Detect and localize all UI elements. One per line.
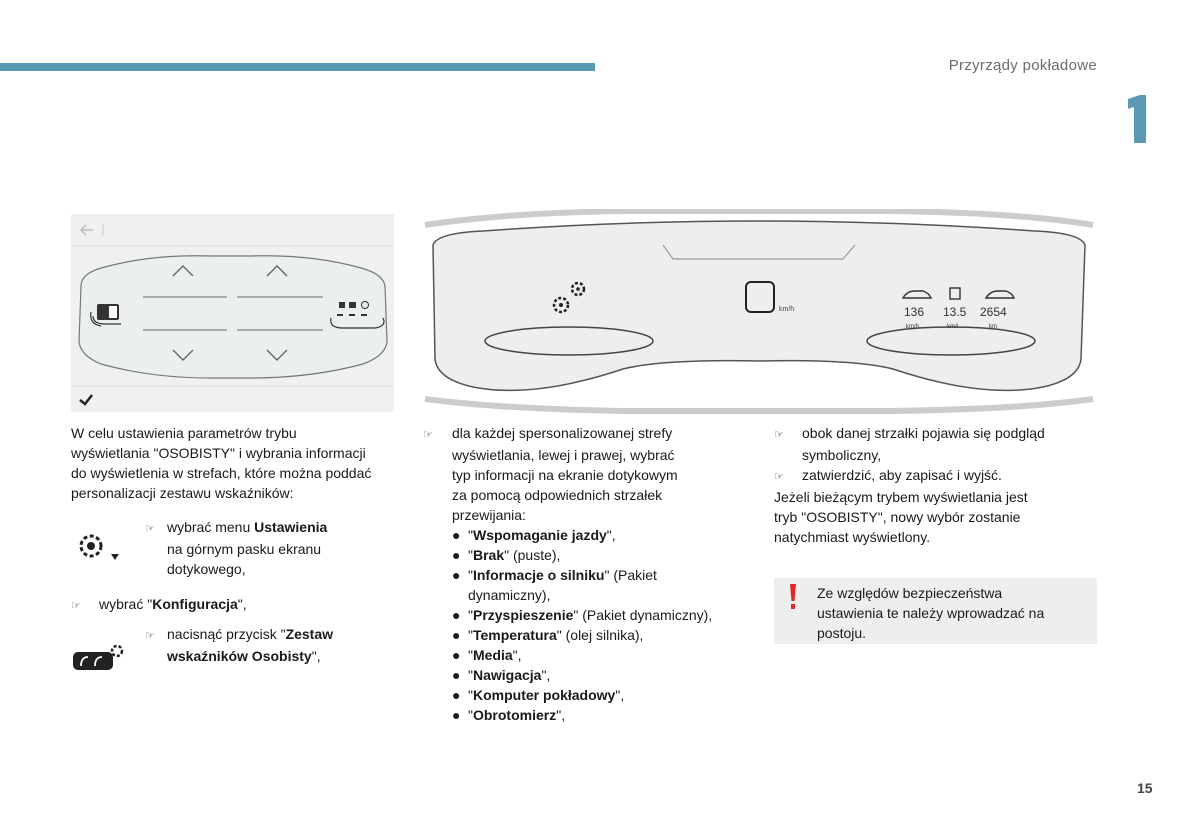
text-fragment: wybrać menu (167, 519, 255, 535)
trip-unit-consumption: km/l (947, 324, 958, 330)
text-line: na górnym pasku ekranu (167, 541, 322, 557)
pointer-icon: ☞ (145, 630, 155, 642)
instrument-cluster-figure (423, 209, 1095, 415)
text-line: personalizacji zestawu wskaźników: (71, 485, 294, 501)
text-line: dotykowego, (167, 561, 246, 577)
pointer-icon: ☞ (423, 429, 433, 441)
text-line: symboliczny, (802, 447, 882, 463)
trip-value-consumption: 13.5 (943, 305, 967, 319)
trip-unit-speed: km/h (906, 324, 920, 330)
list-item: ● "Media", (452, 647, 522, 663)
text-bold: wskaźników Osobisty (167, 648, 312, 664)
text-line: natychmiast wyświetlony. (774, 529, 931, 545)
trip-value-distance: 2654 (980, 305, 1007, 319)
text-line: ustawienia te należy wprowadzać na (817, 605, 1045, 621)
list-item: ● "Nawigacja", (452, 667, 551, 683)
text-line: typ informacji na ekranie dotykowym (452, 467, 678, 483)
section-title: Przyrządy pokładowe (948, 57, 1097, 74)
back-arrow-icon (81, 224, 103, 236)
touchscreen-config-drawing (71, 214, 394, 412)
instrument-cluster-drawing (423, 209, 1095, 415)
list-item: ● "Informacje o silniku" (Pakiet (452, 567, 657, 583)
text-line: W celu ustawienia parametrów trybu (71, 425, 297, 441)
text-fragment: ", (311, 648, 321, 664)
text-fragment: ", (237, 596, 247, 612)
text-line: do wyświetlenia w strefach, które można poddać (71, 465, 372, 481)
text-line: zatwierdzić, aby zapisać i wyjść. (802, 467, 1002, 483)
warning-exclamation-icon (788, 584, 798, 610)
chapter-number (1126, 95, 1151, 143)
custom-gauges-icon (71, 642, 129, 674)
text-line: Ze względów bezpieczeństwa (817, 585, 1003, 601)
text-line: postoju. (817, 625, 867, 641)
trip-unit-distance: km (989, 324, 997, 330)
col1-step3 (145, 624, 375, 666)
list-item: ● "Przyspieszenie" (Pakiet dynamiczny), (452, 607, 713, 623)
check-icon (80, 395, 92, 404)
text-bold: Ustawienia (254, 519, 328, 535)
list-item: ● "Komputer pokładowy", (452, 687, 625, 703)
col1-step1 (145, 517, 365, 579)
list-item-continuation: dynamiczny), (468, 587, 551, 603)
text-bold: Zestaw (285, 626, 334, 642)
col3-text (774, 423, 1099, 547)
text-line: obok danej strzałki pojawia się podgląd (802, 425, 1045, 441)
speed-unit-label: km/h (779, 306, 795, 313)
text-fragment: nacisnąć przycisk " (167, 626, 286, 642)
pointer-icon: ☞ (145, 523, 155, 535)
trip-value-speed: 136 (904, 305, 925, 319)
text-fragment: wybrać " (99, 596, 153, 612)
text-bold: Konfiguracja (152, 596, 238, 612)
list-item: ● "Brak" (puste), (452, 547, 561, 563)
col2-instructions (423, 423, 753, 725)
col1-step2 (71, 594, 371, 616)
warning-text (817, 583, 1087, 643)
header-accent-bar (0, 63, 595, 71)
pointer-icon: ☞ (774, 429, 784, 441)
text-line: dla każdej spersonalizowanej strefy (452, 425, 673, 441)
text-line: przewijania: (452, 507, 526, 523)
col1-intro (71, 423, 401, 503)
list-item: ● "Obrotomierz", (452, 707, 566, 723)
pointer-icon: ☞ (774, 471, 784, 483)
touchscreen-config-figure (71, 214, 394, 412)
text-line: wyświetlania, lewej i prawej, wybrać (452, 447, 675, 463)
settings-gear-icon (75, 530, 123, 566)
list-item: ● "Wspomaganie jazdy", (452, 527, 616, 543)
text-line: Jeżeli bieżącym trybem wyświetlania jest (774, 489, 1028, 505)
pointer-icon: ☞ (71, 600, 81, 612)
text-line: wyświetlania "OSOBISTY" i wybrania informacji (71, 445, 366, 461)
text-line: tryb "OSOBISTY", nowy wybór zostanie (774, 509, 1021, 525)
list-item: ● "Temperatura" (olej silnika), (452, 627, 644, 643)
text-line: za pomocą odpowiednich strzałek (452, 487, 663, 503)
page-number: 15 (1137, 780, 1153, 796)
